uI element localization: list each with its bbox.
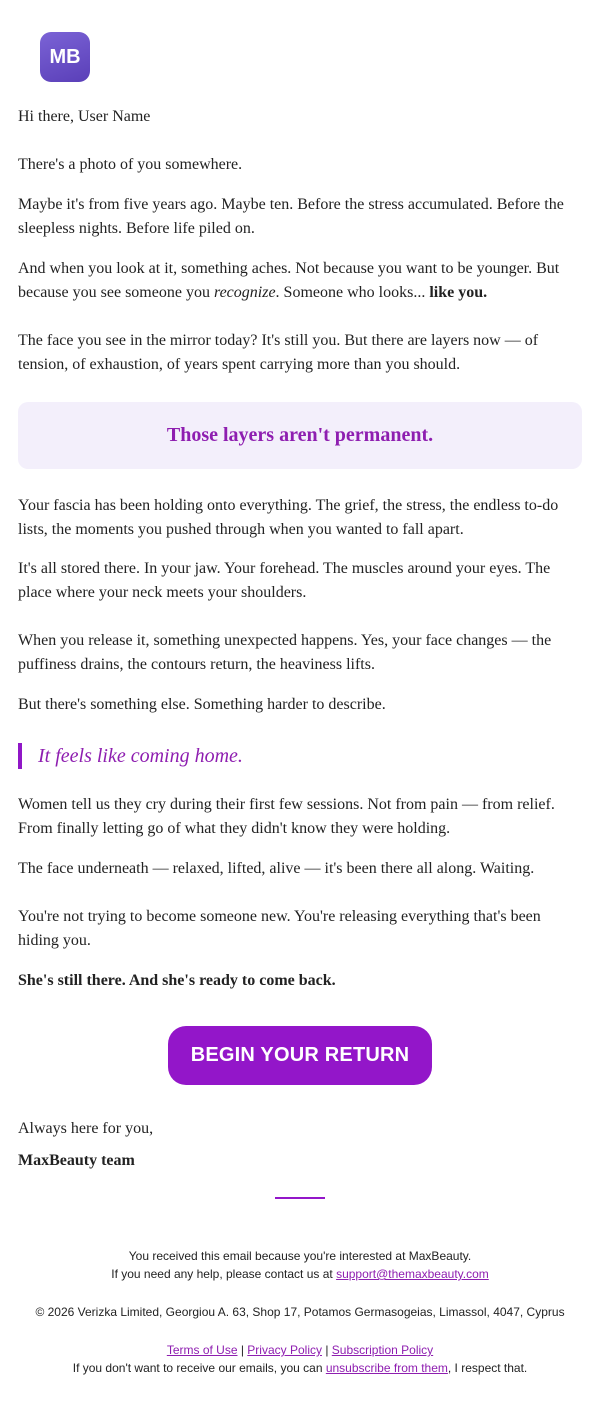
paragraph-3 xyxy=(18,257,578,305)
paragraph-9: Women tell us they cry during their first few sessions. Not from pain — from relief. From finally letting go of what they didn't know they were holding. xyxy=(18,796,555,837)
highlight-box xyxy=(18,402,582,469)
paragraph-3-strong: like you. xyxy=(429,284,488,301)
footer-help xyxy=(0,1265,600,1283)
paragraph-7: When you release it, something unexpected happens. Yes, your face changes — the puffiness drains, the contours return, the heaviness lifts. xyxy=(18,632,552,673)
support-email-link[interactable]: support@themaxbeauty.com xyxy=(336,1267,489,1281)
footer-reason: You received this email because you're interested at MaxBeauty. xyxy=(128,1249,472,1263)
paragraph-3-text-a: And when you look at it, something aches. Not because you want to be younger. But because you see someone you xyxy=(18,260,560,301)
quote-bar xyxy=(18,743,22,769)
subscription-policy-link[interactable]: Subscription Policy xyxy=(331,1343,434,1357)
greeting: Hi there, User Name xyxy=(18,108,151,125)
logo-text: MB xyxy=(49,45,81,68)
footer-policy-links xyxy=(0,1341,600,1359)
unsubscribe-suffix: , I respect that. xyxy=(447,1361,528,1375)
paragraph-3-text-b: . Someone who looks... xyxy=(275,284,430,301)
paragraph-11: You're not trying to become someone new. You're releasing everything that's been hiding you. xyxy=(18,908,541,949)
paragraph-12: She's still there. And she's ready to come back. xyxy=(18,972,336,989)
link-separator: | xyxy=(237,1343,248,1357)
pull-quote: It feels like coming home. xyxy=(38,745,243,767)
terms-of-use-link[interactable]: Terms of Use xyxy=(166,1343,238,1357)
paragraph-8: But there's something else. Something harder to describe. xyxy=(18,696,386,713)
paragraph-2: Maybe it's from five years ago. Maybe ten. Before the stress accumulated. Before the sleepless nights. Before life piled on. xyxy=(18,196,564,237)
highlight-text: Those layers aren't permanent. xyxy=(166,424,434,446)
link-separator: | xyxy=(321,1343,332,1357)
unsubscribe-link[interactable]: unsubscribe from them xyxy=(325,1361,448,1375)
footer-help-text: If you need any help, please contact us at xyxy=(111,1267,337,1281)
paragraph-6: It's all stored there. In your jaw. Your forehead. The muscles around your eyes. The place where your neck meets your shoulders. xyxy=(18,560,551,601)
begin-your-return-button[interactable]: BEGIN YOUR RETURN xyxy=(168,1026,432,1085)
signoff: Always here for you, xyxy=(18,1120,154,1137)
signature: MaxBeauty team xyxy=(18,1152,135,1169)
footer-divider xyxy=(275,1197,325,1199)
footer-unsubscribe xyxy=(0,1359,600,1377)
footer-address: © 2026 Verizka Limited, Georgiou A. 63, Shop 17, Potamos Germasogeias, Limassol, 4047, Cyprus xyxy=(35,1305,565,1319)
brand-logo xyxy=(40,32,90,82)
paragraph-4: The face you see in the mirror today? It's still you. But there are layers now — of tension, of exhaustion, of years spent carrying more than you should. xyxy=(18,332,539,373)
unsubscribe-prefix: If you don't want to receive our emails, you can xyxy=(72,1361,326,1375)
paragraph-1: There's a photo of you somewhere. xyxy=(18,156,243,173)
paragraph-5: Your fascia has been holding onto everything. The grief, the stress, the endless to-do lists, the moments you pushed through when you wanted to fall apart. xyxy=(18,497,559,538)
privacy-policy-link[interactable]: Privacy Policy xyxy=(247,1343,322,1357)
paragraph-3-emphasis: recognize xyxy=(213,284,276,301)
paragraph-10: The face underneath — relaxed, lifted, alive — it's been there all along. Waiting. xyxy=(18,860,535,877)
